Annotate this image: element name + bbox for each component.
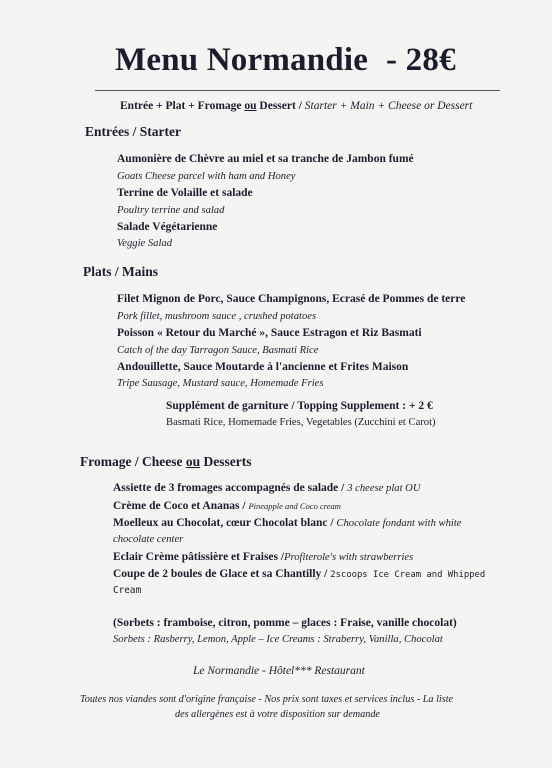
main-dish: Filet Mignon de Porc, Sauce Champignons, Ecrasé de Pommes de terre — [117, 293, 466, 305]
main-dish: Poisson « Retour du Marché », Sauce Estragon et Riz Basmati — [117, 327, 422, 339]
title-divider — [95, 90, 500, 91]
formula-slash: / — [298, 100, 302, 112]
heading-ou: ou — [185, 454, 201, 469]
section-heading-desserts — [80, 454, 251, 470]
starter-dish: Aumonière de Chèvre au miel et sa tranche de Jambon fumé — [117, 153, 414, 165]
section-heading-mains: Plats / Mains — [83, 264, 159, 279]
starter-desc: Poultry terrine and salad — [117, 205, 225, 216]
dessert-fr: Eclair Crème pâtissière et Fraises / — [113, 551, 285, 563]
dessert-item — [113, 517, 461, 529]
heading-desserts: Desserts — [203, 454, 252, 469]
formula-fromage: Fromage — [197, 100, 242, 112]
starter-dish: Salade Végétarienne — [117, 221, 218, 233]
dessert-item — [113, 482, 421, 494]
restaurant-footer: Le Normandie - Hôtel*** Restaurant — [193, 665, 365, 677]
formula-entree: Entrée — [120, 100, 154, 112]
dessert-fr: Assiette de 3 fromages accompagnés de salade / — [113, 482, 345, 494]
dessert-en: 3 cheese plat OU — [347, 483, 421, 494]
dessert-en-cont: Cream — [113, 585, 142, 596]
formula-plus: + — [188, 100, 195, 112]
dessert-fr: Moelleux au Chocolat, cœur Chocolat blanc / — [113, 517, 334, 529]
formula-line — [120, 100, 472, 112]
dessert-en-cont: chocolate center — [113, 534, 184, 545]
allergen-note: des allergènes est à votre disposition sur demande — [175, 709, 380, 720]
supplement-line: Supplément de garniture / Topping Supplement : + 2 € — [166, 400, 433, 412]
starter-desc: Goats Cheese parcel with ham and Honey — [117, 171, 296, 182]
menu-name: Menu Normandie — [115, 42, 369, 78]
dessert-fr: Crème de Coco et Ananas / — [113, 500, 246, 512]
dessert-en: 2scoops Ice Cream and Whipped — [330, 570, 486, 580]
main-desc: Catch of the day Tarragon Sauce, Basmati Rice — [117, 345, 319, 356]
menu-price: - 28€ — [386, 42, 456, 78]
dessert-en: Profiterole's with strawberries — [284, 552, 414, 563]
dessert-en: Chocolate fondant with white — [336, 518, 462, 529]
sorbets-english: Sorbets : Rasberry, Lemon, Apple – Ice Creams : Straberry, Vanilla, Chocolat — [113, 634, 443, 645]
formula-english: Starter + Main + Cheese or Dessert — [304, 100, 473, 112]
dessert-item — [113, 551, 413, 563]
origin-note: Toutes nos viandes sont d'origine française - Nos prix sont taxes et services inclus - La liste — [80, 694, 454, 705]
menu-title — [115, 42, 456, 79]
main-dish: Andouillette, Sauce Moutarde à l'ancienne et Frites Maison — [117, 361, 409, 373]
sorbets-line: (Sorbets : framboise, citron, pomme – glaces : Fraise, vanille chocolat) — [113, 617, 457, 629]
main-desc: Tripe Sausage, Mustard sauce, Homemade Fries — [117, 378, 324, 389]
starter-desc: Veggie Salad — [117, 238, 173, 249]
formula-plus: + — [156, 100, 163, 112]
formula-ou: ou — [244, 100, 257, 112]
dessert-en: Pineapple and Coco cream — [248, 501, 341, 511]
supplement-desc: Basmati Rice, Homemade Fries, Vegetables (Zucchini et Carot) — [166, 417, 436, 428]
formula-dessert: Dessert — [259, 100, 296, 112]
starter-dish: Terrine de Volaille et salade — [117, 187, 253, 199]
main-desc: Pork fillet, mushroom sauce , crushed potatoes — [117, 311, 317, 322]
heading-cheese: Fromage / Cheese — [80, 454, 183, 469]
dessert-item — [113, 568, 485, 580]
dessert-fr: Coupe de 2 boules de Glace et sa Chantilly / — [113, 568, 328, 580]
dessert-item — [113, 500, 341, 512]
section-heading-starters: Entrées / Starter — [85, 124, 181, 139]
formula-plat: Plat — [165, 100, 186, 112]
